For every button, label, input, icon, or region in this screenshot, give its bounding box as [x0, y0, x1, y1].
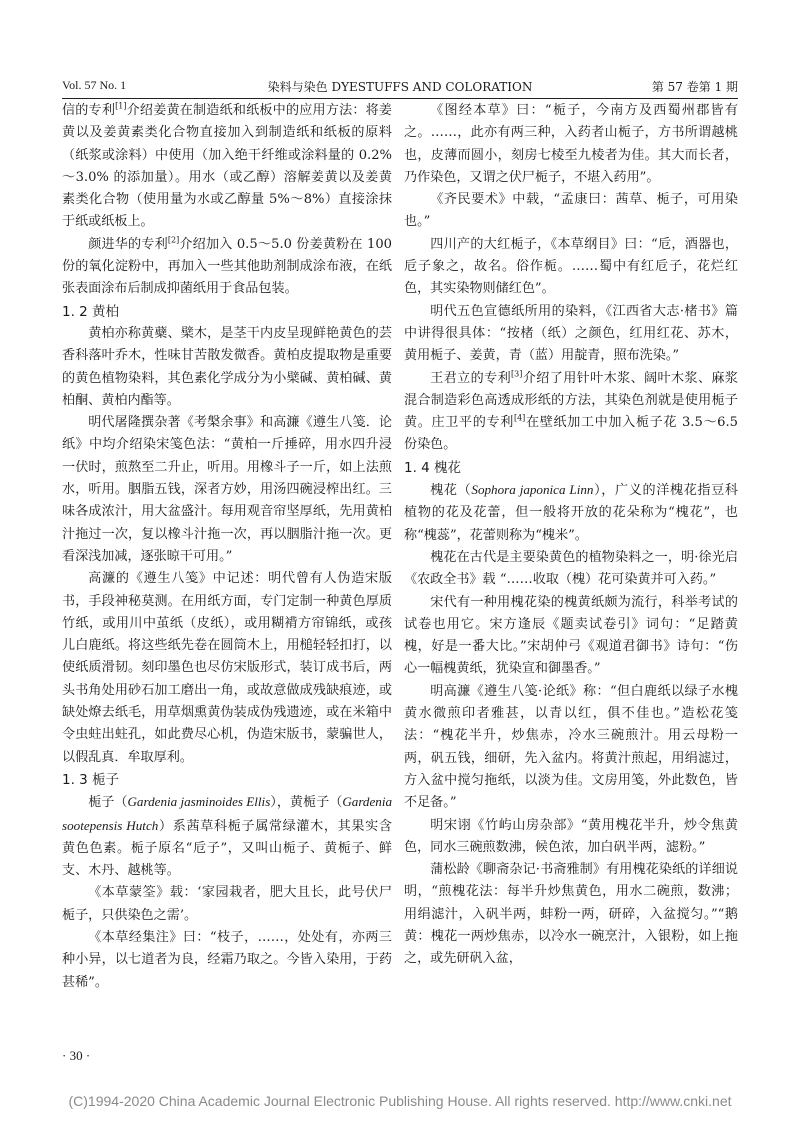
paragraph: 《本草蒙筌》载：‘家园栽者，肥大且长，此号伏尸栀子，只供染色之需’。: [62, 885, 392, 923]
paragraph: 《齐民要术》中载，“孟康曰：茜草、栀子，可用染也。”: [404, 192, 738, 230]
section-heading: 1. 4 槐花: [404, 459, 462, 476]
citation-ref[interactable]: [2]: [167, 235, 180, 245]
copyright-footer: (C)1994-2020 China Academic Journal Electronic Publishing House. All rights reserved. http://www.cnki.net: [68, 1093, 732, 1109]
volume-issue: Vol. 57 No. 1: [62, 78, 127, 92]
paragraph: 黄柏亦称黄蘗、檗木，是茎干内皮呈现鲜艳黄色的芸香科落叶乔木，性味甘苦散发微香。黄柏皮提取物是重要的黄色植物染料，其色素化学成分为小檗碱、黄柏碱、黄柏酮、黄柏内酯等。: [62, 325, 392, 408]
page-number: · 30 ·: [62, 1048, 91, 1063]
paragraph: 栀子（Gardenia jasminoides Ellis），黄栀子（Gardenia sootepensis Hutch）系茜草科栀子属常绿灌木，其果实含黄色色素。栀子原名“卮子”，又叫山栀子、黄栀子、鲜支、木丹、越桃等。: [62, 794, 393, 879]
latin-name: Gardenia sootepensis Hutch: [62, 794, 393, 833]
paragraph: 信的专利[1]介绍姜黄在制造纸和纸板中的应用方法：将姜黄以及姜黄素类化合物直接加入到制造纸和纸板的原料（纸浆或涂料）中使用（加入绝干纤维或涂料量的 0.2%～3.0% 的添加量）。用水（或乙醇）溶解姜黄以及姜黄素类化合物（使用量为水或乙醇量 5%～8%）直接涂抹于纸或纸板上。: [62, 101, 392, 230]
citation-ref[interactable]: [4]: [513, 413, 526, 423]
paragraph: 槐花在古代是主要染黄色的植物染料之一，明·徐光启《农政全书》载 “……收取（槐）花可染黄并可入药。”: [404, 549, 738, 588]
section-heading: 1. 2 黄柏: [62, 303, 120, 320]
paragraph: 槐花（Sophora japonica Linn），广义的洋槐花指豆科植物的花及花蕾，但一般将开放的花朵称为“槐花”，也称“槐蕊”，花蕾则称为“槐米”。: [404, 482, 739, 543]
paragraph: 明高濂《遵生八笺·论纸》称：“但白鹿纸以绿子水槐黄水微煎印者雅甚，以青以红，俱不佳也。”造松花笺法：“槐花半升，炒焦赤，冷水三碗煎汁。用云母粉一两，矾五钱，细研，先入盆内。将黄汁煎起，用绢滤过，方入盆中搅匀拖纸，以淡为佳。文房用笺，外此数色，皆不足备。”: [404, 683, 738, 811]
citation-ref[interactable]: [3]: [511, 369, 523, 379]
journal-title: 染料与染色 DYESTUFFS AND COLORATION: [267, 80, 533, 94]
paragraph: 明代屠隆撰杂著《考槃余事》和高濂《遵生八笺．论纸》中均介绍染宋笺色法：“黄柏一斤捶碎，用水四升浸一伏时，煎熬至二升止，听用。用橡斗子一斤，如上法煎水，听用。胭脂五钱，深者方妙，用汤四碗浸榨出红。三味各成浓汁，用大盆盛汁。每用观音帘坚厚纸，先用黄柏汁拖过一次，复以橡斗汁拖一次，再以胭脂汁拖一次。更看深浅加减，逐张晾干可用。”: [62, 415, 392, 564]
paragraph: 王君立的专利[3]介绍了用针叶木浆、阔叶木浆、麻浆混合制造彩色高透成形纸的方法，其染色剂就是使用栀子黄。庄卫平的专利[4]在壁纸加工中加入栀子花 3.5～6.5 份染色。: [404, 369, 739, 453]
right-column: [404, 100, 738, 971]
paragraph: 明代五色宣德纸所用的染料，《江西省大志·楮书》篇中讲得很具体：“按楮（纸）之颜色，红用红花、苏木，黄用栀子、姜黄，青（蓝）用靛青，照布洗染。”: [404, 303, 738, 364]
volume-issue-cn: 第 57 卷第 1 期: [651, 80, 738, 94]
citation-ref[interactable]: [1]: [115, 101, 127, 111]
left-column: [62, 100, 392, 994]
paragraph: 《图经本草》曰：“栀子，今南方及西蜀州郡皆有之。……，此亦有两三种，入药者山栀子，方书所谓越桃也，皮薄而圆小，刻房七棱至九棱者为佳。其大而长者，乃作染色，又谓之伏尸栀子，不堪入药用”。: [404, 103, 738, 185]
paragraph: 蒲松龄《聊斋杂记·书斋雅制》有用槐花染纸的详细说明，“煎槐花法：每半升炒焦黄色，用水二碗煎，数沸；用绢滤汁，入矾半两，蚌粉一两，研碎，入盆搅匀。”“鹅黄：槐花一两炒焦赤，以冷水一碗烹汁，入银粉，如上拖之，或先研矾入盆，: [404, 862, 738, 967]
paragraph: 明宋诩《竹屿山房杂部》“黄用槐花半升，炒令焦黄色，同水三碗煎数沸，候色浓，加白矾半两，滤粉。”: [404, 817, 738, 855]
paragraph: 颜进华的专利[2]介绍加入 0.5～5.0 份姜黄粉在 100 份的氧化淀粉中，再加入一些其他助剂制成涂布液，在纸张表面涂布后制成抑菌纸用于食品包装。: [62, 235, 393, 297]
section-heading: 1. 3 栀子: [62, 771, 120, 788]
paragraph: 《本草经集注》曰：“枝子，……，处处有，亦两三种小异，以七道者为良，经霜乃取之。今皆入染用，于药甚稀”。: [62, 929, 392, 990]
paragraph: 高濂的《遵生八笺》中记述：明代曾有人伪造宋版书，手段神秘莫测。在用纸方面，专门定制一种黄色厚质竹纸，或用川中茧纸（皮纸），或用糊褙方帘锦纸，或孩儿白鹿纸。将这些纸先卷在圆筒木上，用槌轻轻扣打，以使纸质滑韧。刻印墨色也尽仿宋版形式，装订成书后，两头书角处用砂石加工磨出一角，或故意做成残缺痕迹，或缺处燎去纸毛，用草烟熏黄伪装成伪残遗迹，或在米箱中令虫蛀出蛀孔，如此费尽心机，伪造宋版书，蒙骗世人，以假乱真．牟取厚利。: [62, 571, 392, 765]
running-header: [62, 76, 738, 99]
latin-name: Sophora japonica Linn: [471, 482, 594, 498]
paragraph: 宋代有一种用槐花染的槐黄纸颇为流行，科举考试的试卷也用它。宋方逢辰《题卖试卷引》词句：“足踏黄槐，好是一番大比。”宋胡仲弓《观道君御书》诗句：“伤心一幅槐黄纸，犹染宣和御墨香。”: [404, 594, 738, 677]
latin-name: Gardenia jasminoides Ellis: [127, 794, 271, 810]
paragraph: 四川产的大红栀子，《本草纲目》曰：“卮，酒器也，卮子象之，故名。俗作栀。……蜀中有红卮子，花烂红色，其实染物则储红色”。: [404, 236, 738, 297]
